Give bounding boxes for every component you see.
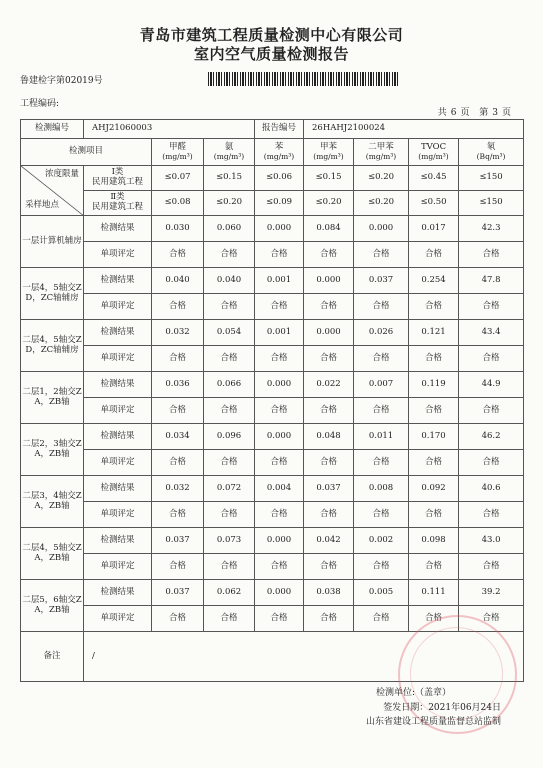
barcode: [208, 72, 398, 86]
sampling-location: 一层4，5轴交Z D，ZC轴辅房: [21, 268, 84, 320]
limit-value: ≤0.09: [255, 191, 304, 216]
result-value: 0.098: [409, 528, 459, 554]
evaluation-value: 合格: [459, 346, 524, 372]
column-header: 甲醛 (mg/m³): [152, 139, 204, 166]
evaluation-value: 合格: [409, 398, 459, 424]
result-label: 检测结果: [84, 476, 152, 502]
evaluation-value: 合格: [459, 242, 524, 268]
evaluation-value: 合格: [255, 398, 304, 424]
result-value: 0.121: [409, 320, 459, 346]
evaluation-label: 单项评定: [84, 554, 152, 580]
evaluation-value: 合格: [304, 450, 354, 476]
evaluation-value: 合格: [204, 398, 255, 424]
result-value: 44.9: [459, 372, 524, 398]
result-value: 0.040: [204, 268, 255, 294]
result-value: 0.111: [409, 580, 459, 606]
header-row: [21, 139, 524, 166]
evaluation-value: 合格: [409, 242, 459, 268]
limit-value: ≤0.50: [409, 191, 459, 216]
result-label: 检测结果: [84, 320, 152, 346]
evaluation-label: 单项评定: [84, 606, 152, 632]
evaluation-value: 合格: [304, 554, 354, 580]
sampling-location: 二层4，5轴交Z A，ZB轴: [21, 528, 84, 580]
result-label: 检测结果: [84, 580, 152, 606]
limit-corner: [21, 166, 84, 216]
page-info: 共 6 页 第 3 页: [437, 108, 511, 118]
remarks-label: 备注: [21, 632, 84, 682]
test-no-label: 检测编号: [21, 120, 84, 139]
result-row: [21, 268, 524, 294]
result-row: [21, 424, 524, 450]
result-value: 0.000: [255, 424, 304, 450]
report-title: 室内空气质量检测报告: [193, 45, 349, 63]
result-value: 0.072: [204, 476, 255, 502]
evaluation-row: [21, 346, 524, 372]
result-value: 0.042: [304, 528, 354, 554]
evaluation-value: 合格: [354, 502, 409, 528]
evaluation-value: 合格: [354, 346, 409, 372]
project-code-label: 工程编码:: [20, 99, 60, 109]
evaluation-label: 单项评定: [84, 450, 152, 476]
sampling-location: 二层4，5轴交Z D，ZC轴辅房: [21, 320, 84, 372]
result-value: 0.000: [255, 216, 304, 242]
result-row: [21, 320, 524, 346]
result-value: 0.048: [304, 424, 354, 450]
result-value: 0.119: [409, 372, 459, 398]
column-header: TVOC (mg/m³): [409, 139, 459, 166]
result-value: 0.005: [354, 580, 409, 606]
evaluation-value: 合格: [255, 554, 304, 580]
company-name: 青岛市建筑工程质量检测中心有限公司: [139, 26, 404, 44]
evaluation-value: 合格: [204, 346, 255, 372]
result-value: 0.036: [152, 372, 204, 398]
evaluation-value: 合格: [409, 502, 459, 528]
result-value: 0.002: [354, 528, 409, 554]
evaluation-value: 合格: [354, 398, 409, 424]
limit-value: ≤0.20: [304, 191, 354, 216]
evaluation-row: [21, 398, 524, 424]
evaluation-value: 合格: [152, 398, 204, 424]
result-value: 0.011: [354, 424, 409, 450]
result-value: 0.038: [304, 580, 354, 606]
limit-value: ≤0.20: [354, 191, 409, 216]
concentration-label: 浓度限量: [44, 169, 79, 179]
test-no-value: AHJ21060003: [84, 120, 255, 139]
evaluation-label: 单项评定: [84, 398, 152, 424]
result-value: 0.001: [255, 320, 304, 346]
evaluation-value: 合格: [459, 398, 524, 424]
issue-date: 签发日期：2021年06月24日: [383, 703, 501, 713]
evaluation-value: 合格: [354, 450, 409, 476]
sampling-location: 二层5，6轴交Z A，ZB轴: [21, 580, 84, 632]
limit-value: ≤0.07: [152, 166, 204, 191]
evaluation-value: 合格: [255, 346, 304, 372]
column-header: 氨 (mg/m³): [204, 139, 255, 166]
result-value: 0.001: [255, 268, 304, 294]
column-header: 二甲苯 (mg/m³): [354, 139, 409, 166]
evaluation-value: 合格: [354, 554, 409, 580]
evaluation-value: 合格: [204, 502, 255, 528]
limit-value: ≤0.15: [204, 166, 255, 191]
column-header: 甲苯 (mg/m³): [304, 139, 354, 166]
info-row: [21, 120, 524, 139]
result-value: 0.000: [255, 372, 304, 398]
evaluation-value: 合格: [204, 554, 255, 580]
result-value: 0.254: [409, 268, 459, 294]
result-value: 0.073: [204, 528, 255, 554]
limit-value: ≤150: [459, 166, 524, 191]
evaluation-value: 合格: [459, 294, 524, 320]
limit-row-2: [21, 191, 524, 216]
result-value: 0.170: [409, 424, 459, 450]
testing-unit-line: 检测单位:（盖章）: [375, 688, 451, 698]
result-value: 0.026: [354, 320, 409, 346]
report-no-value: 26HAHJ2100024: [304, 120, 524, 139]
result-value: 0.022: [304, 372, 354, 398]
result-value: 0.062: [204, 580, 255, 606]
sampling-location: 二层1，2轴交Z A，ZB轴: [21, 372, 84, 424]
sampling-location: 二层2，3轴交Z A，ZB轴: [21, 424, 84, 476]
result-value: 47.8: [459, 268, 524, 294]
evaluation-value: 合格: [409, 606, 459, 632]
result-value: 46.2: [459, 424, 524, 450]
limit-value: ≤0.08: [152, 191, 204, 216]
evaluation-value: 合格: [152, 346, 204, 372]
evaluation-row: [21, 450, 524, 476]
evaluation-value: 合格: [152, 502, 204, 528]
result-row: [21, 528, 524, 554]
column-header: 氡 (Bq/m³): [459, 139, 524, 166]
location-label: 采样地点: [25, 200, 60, 211]
result-value: 0.004: [255, 476, 304, 502]
evaluation-value: 合格: [304, 346, 354, 372]
result-value: 0.037: [304, 476, 354, 502]
limit-value: ≤0.45: [409, 166, 459, 191]
limit-value: ≤0.15: [304, 166, 354, 191]
class1-cell: Ⅰ类 民用建筑工程: [84, 166, 152, 191]
result-label: 检测结果: [84, 372, 152, 398]
evaluation-value: 合格: [354, 242, 409, 268]
evaluation-value: 合格: [255, 450, 304, 476]
result-value: 0.037: [152, 580, 204, 606]
document-number: 鲁建检字第02019号: [20, 76, 103, 86]
evaluation-value: 合格: [409, 294, 459, 320]
result-value: 0.092: [409, 476, 459, 502]
item-label: 检测项目: [21, 139, 152, 166]
result-label: 检测结果: [84, 528, 152, 554]
evaluation-value: 合格: [459, 606, 524, 632]
result-value: 0.000: [304, 268, 354, 294]
result-value: 0.037: [354, 268, 409, 294]
result-value: 0.032: [152, 320, 204, 346]
result-value: 0.032: [152, 476, 204, 502]
results-table: [20, 119, 524, 682]
evaluation-row: [21, 502, 524, 528]
result-value: 42.3: [459, 216, 524, 242]
result-label: 检测结果: [84, 424, 152, 450]
evaluation-value: 合格: [304, 294, 354, 320]
evaluation-value: 合格: [304, 398, 354, 424]
result-value: 0.008: [354, 476, 409, 502]
result-value: 0.000: [354, 216, 409, 242]
column-header: 苯 (mg/m³): [255, 139, 304, 166]
evaluation-value: 合格: [152, 450, 204, 476]
sampling-location: 二层3，4轴交Z A，ZB轴: [21, 476, 84, 528]
evaluation-row: [21, 242, 524, 268]
evaluation-value: 合格: [204, 294, 255, 320]
result-value: 43.0: [459, 528, 524, 554]
evaluation-value: 合格: [152, 242, 204, 268]
report-no-label: 报告编号: [255, 120, 304, 139]
result-value: 40.6: [459, 476, 524, 502]
limit-row-1: [21, 166, 524, 191]
evaluation-row: [21, 554, 524, 580]
result-value: 39.2: [459, 580, 524, 606]
result-value: 0.084: [304, 216, 354, 242]
result-value: 0.000: [255, 580, 304, 606]
evaluation-value: 合格: [152, 294, 204, 320]
result-value: 43.4: [459, 320, 524, 346]
evaluation-value: 合格: [255, 242, 304, 268]
evaluation-value: 合格: [409, 554, 459, 580]
result-value: 0.037: [152, 528, 204, 554]
result-value: 0.007: [354, 372, 409, 398]
limit-value: ≤0.20: [204, 191, 255, 216]
result-row: [21, 216, 524, 242]
result-row: [21, 476, 524, 502]
evaluation-label: 单项评定: [84, 502, 152, 528]
supervisor-line: 山东省建设工程质量监督总站监制: [365, 717, 501, 727]
evaluation-value: 合格: [304, 242, 354, 268]
evaluation-value: 合格: [204, 450, 255, 476]
evaluation-value: 合格: [255, 294, 304, 320]
evaluation-value: 合格: [204, 606, 255, 632]
sampling-location: 一层计算机辅房: [21, 216, 84, 268]
evaluation-value: 合格: [409, 450, 459, 476]
result-label: 检测结果: [84, 268, 152, 294]
limit-value: ≤0.06: [255, 166, 304, 191]
evaluation-value: 合格: [304, 502, 354, 528]
result-value: 0.000: [304, 320, 354, 346]
evaluation-value: 合格: [255, 502, 304, 528]
evaluation-value: 合格: [459, 450, 524, 476]
result-value: 0.054: [204, 320, 255, 346]
limit-value: ≤150: [459, 191, 524, 216]
evaluation-value: 合格: [409, 346, 459, 372]
evaluation-value: 合格: [255, 606, 304, 632]
evaluation-label: 单项评定: [84, 294, 152, 320]
evaluation-value: 合格: [152, 554, 204, 580]
class2-cell: Ⅱ类 民用建筑工程: [84, 191, 152, 216]
evaluation-value: 合格: [459, 502, 524, 528]
evaluation-value: 合格: [152, 606, 204, 632]
result-label: 检测结果: [84, 216, 152, 242]
result-value: 0.066: [204, 372, 255, 398]
result-row: [21, 372, 524, 398]
evaluation-label: 单项评定: [84, 242, 152, 268]
remarks-value: /: [84, 632, 524, 682]
evaluation-value: 合格: [204, 242, 255, 268]
result-row: [21, 580, 524, 606]
evaluation-value: 合格: [354, 294, 409, 320]
evaluation-value: 合格: [459, 554, 524, 580]
evaluation-label: 单项评定: [84, 346, 152, 372]
result-value: 0.096: [204, 424, 255, 450]
result-value: 0.040: [152, 268, 204, 294]
result-value: 0.060: [204, 216, 255, 242]
result-value: 0.017: [409, 216, 459, 242]
limit-value: ≤0.20: [354, 166, 409, 191]
result-value: 0.034: [152, 424, 204, 450]
result-value: 0.000: [255, 528, 304, 554]
evaluation-value: 合格: [304, 606, 354, 632]
result-value: 0.030: [152, 216, 204, 242]
evaluation-value: 合格: [354, 606, 409, 632]
evaluation-row: [21, 294, 524, 320]
